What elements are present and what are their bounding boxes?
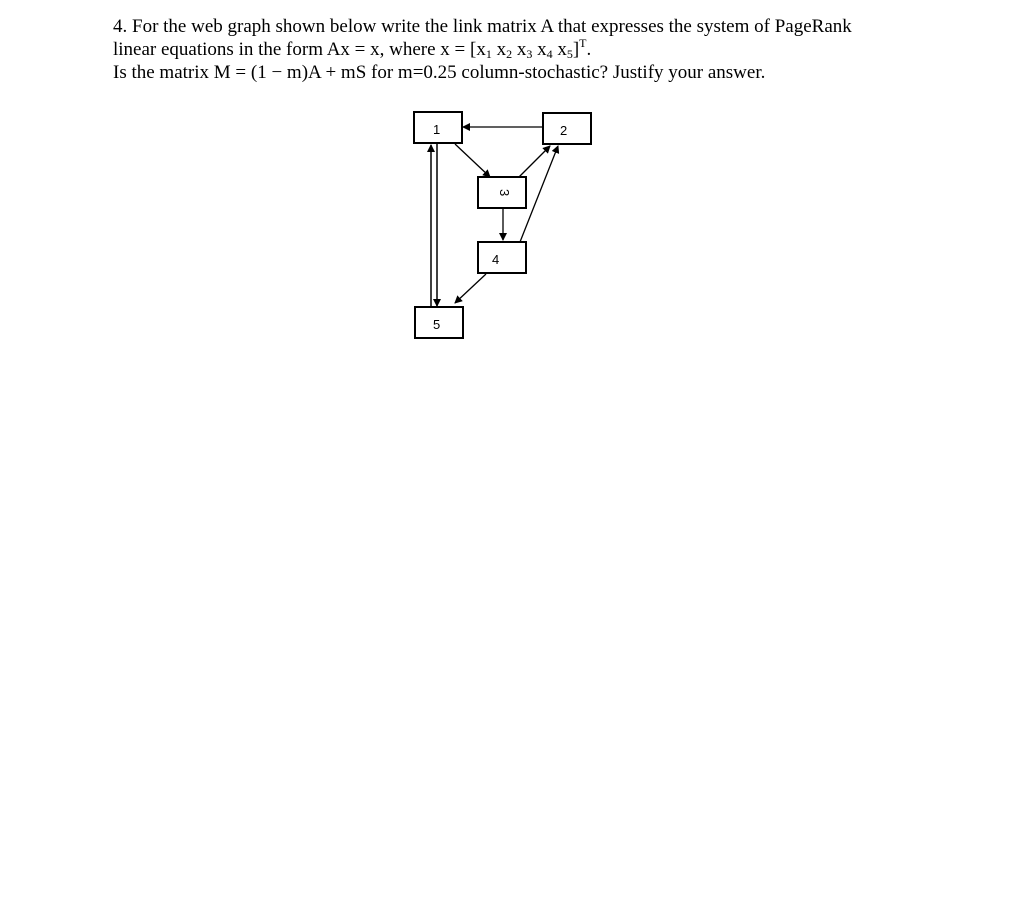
node-4-label: 4 — [492, 252, 500, 267]
subscript-1: 1 — [485, 47, 492, 61]
node-5 — [415, 307, 463, 338]
web-graph-svg — [400, 100, 610, 350]
question-line-2 — [113, 38, 993, 61]
web-graph — [400, 100, 610, 350]
sep-3: x — [512, 39, 527, 60]
sep-5: x — [552, 39, 567, 60]
question-line-1: 4. For the web graph shown below write the link matrix A that expresses the system of PageRank — [113, 16, 852, 37]
node-3 — [478, 177, 526, 208]
node-1-label: 1 — [433, 122, 441, 137]
sep-4: x — [532, 39, 547, 60]
node-2 — [543, 113, 591, 144]
question-line-3: Is the matrix M = (1 − m)A + mS for m=0.25 column-stochastic? Justify your answer. — [113, 62, 766, 83]
edge-3-to-2 — [518, 146, 550, 178]
node-3-label: 3 — [497, 189, 512, 197]
period: . — [586, 39, 592, 60]
edge-4-to-5 — [455, 274, 486, 303]
node-4 — [478, 242, 526, 273]
subscript-4: 4 — [546, 47, 553, 61]
subscript-3: 3 — [526, 47, 533, 61]
node-2-label: 2 — [560, 123, 568, 138]
question-text — [113, 15, 993, 84]
subscript-2: 2 — [506, 47, 513, 61]
close-bracket: ] — [572, 39, 580, 60]
edge-1-to-3 — [455, 144, 490, 177]
line2-prefix: linear equations in the form Ax = x, where x = [x — [113, 39, 486, 60]
node-5-label: 5 — [433, 317, 441, 332]
sep-2: x — [491, 39, 507, 60]
subscript-5: 5 — [566, 47, 573, 61]
transpose-superscript: T — [579, 36, 587, 50]
node-1 — [414, 112, 462, 143]
